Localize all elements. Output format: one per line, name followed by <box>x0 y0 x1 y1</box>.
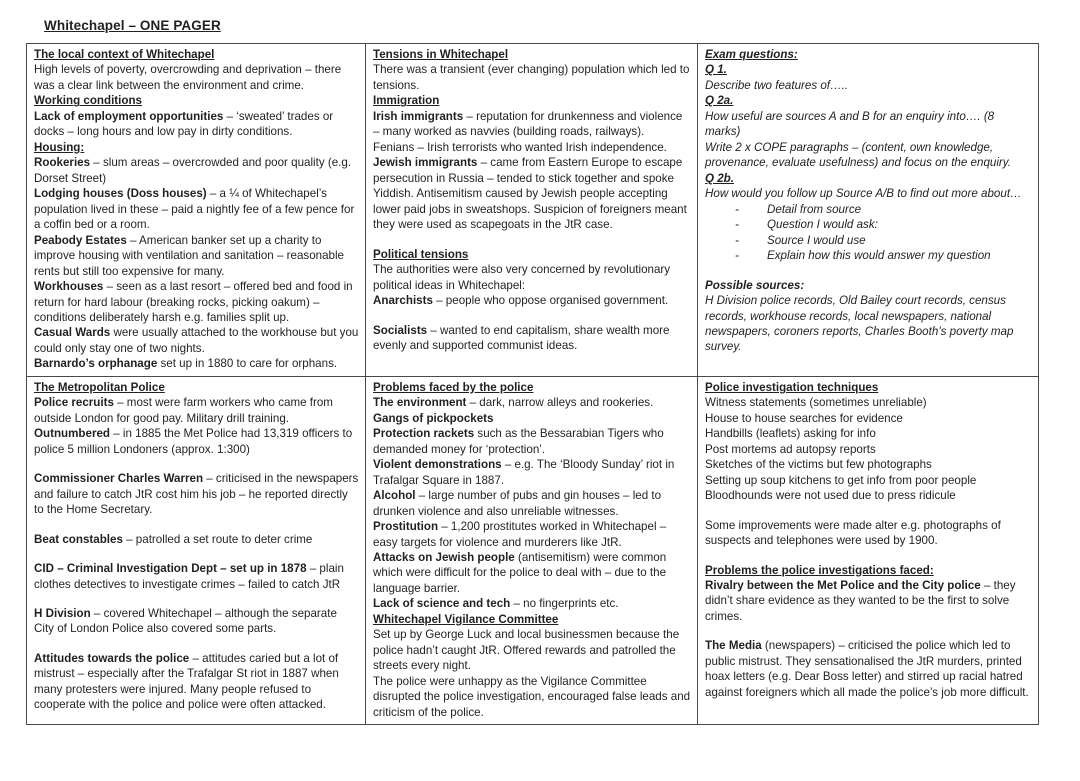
term-lodging-houses: Lodging houses (Doss houses) <box>34 187 207 201</box>
spacer <box>705 264 1032 278</box>
term-casual-wards: Casual Wards <box>34 326 111 340</box>
spacer <box>373 309 691 323</box>
text-political-intro: The authorities were also very concerned by revolutionary political ideas in Whitechapel: <box>373 263 671 292</box>
desc-h-division: – covered Whitechapel – although the separate City of London Police also covered some parts. <box>34 607 337 636</box>
technique-item: Sketches of the victims but few photographs <box>705 458 932 472</box>
term-workhouses: Workhouses <box>34 280 104 294</box>
spacer <box>34 592 359 606</box>
term-charles-warren: Commissioner Charles Warren <box>34 472 204 486</box>
term-rookeries: Rookeries <box>34 156 91 170</box>
label-q1: Q 1. <box>705 63 727 77</box>
text-improvements: Some improvements were made alter e.g. photographs of suspects and telephones were used by 1900. <box>705 518 1001 548</box>
entry-cid <box>34 561 359 592</box>
entry-socialists <box>373 323 691 354</box>
entry-peabody-estates <box>34 233 359 279</box>
cell-metropolitan-police <box>27 376 366 724</box>
desc-attacks-jewish: (antisemitism) were common which were difficult for the police to deal with – due to the language barrier. <box>373 551 667 595</box>
entry-beat-constables <box>34 532 359 547</box>
text-q1: Describe two features of….. <box>705 78 849 92</box>
entry-prostitution <box>373 519 691 550</box>
technique-item: Handbills (leaflets) asking for info <box>705 427 876 441</box>
heading-problems-faced: Problems faced by the police <box>373 380 534 394</box>
entry-violent-demonstrations <box>373 457 691 488</box>
entry-attitudes <box>34 651 359 713</box>
heading-metropolitan-police: The Metropolitan Police <box>34 380 165 394</box>
list-item: - Source I would use <box>735 233 1032 248</box>
technique-item: House to house searches for evidence <box>705 411 903 425</box>
heading-possible-sources: Possible sources: <box>705 278 805 292</box>
spacer <box>373 233 691 247</box>
technique-item: Witness statements (sometimes unreliable) <box>705 396 927 410</box>
heading-tensions: Tensions in Whitechapel <box>373 48 509 61</box>
term-outnumbered: Outnumbered <box>34 427 111 441</box>
desc-lodging-houses: – a ¼ of Whitechapel’s population lived in these – paid a nightly fee of a few pence for a coffin bed or a room. <box>34 187 355 232</box>
spacer <box>705 624 1032 638</box>
desc-peabody-estates: – American banker set up a charity to improve housing with ventilation and sanitation – reasonable rents but still too expensive for many. <box>34 233 345 278</box>
entry-rookeries <box>34 155 359 186</box>
desc-attitudes: – attitudes caried but a lot of mistrust – especially after the Trafalgar St riot in 1887 when many protesters were injured. Many people refused to cooperate with the police and police were often attacked. <box>34 651 339 712</box>
text-possible-sources: H Division police records, Old Bailey court records, census records, workhouse records, local newspapers, national newspapers, coroners reports, Charles Booth’s poverty map survey. <box>705 294 1014 354</box>
entry-rivalry <box>705 578 1032 624</box>
term-violent-demonstrations: Violent demonstrations <box>373 458 502 472</box>
desc-barnardos: set up in 1880 to care for orphans. <box>157 357 338 371</box>
entry-anarchists <box>373 293 691 308</box>
label-q2b: Q 2b. <box>705 171 734 185</box>
entry-charles-warren <box>34 471 359 517</box>
heading-exam-questions: Exam questions: <box>705 48 798 61</box>
list-item: - Question I would ask: <box>735 217 1032 232</box>
desc-workhouses: – seen as a last resort – offered bed and food in return for hard labour (breaking rocks, picking oakum) – conditions deliberately harsh e.g. families split up. <box>34 280 353 324</box>
desc-anarchists: – people who oppose organised government. <box>432 294 669 308</box>
list-item: - Explain how this would answer my question <box>735 248 1032 263</box>
label-q2a: Q 2a. <box>705 94 734 108</box>
heading-immigration: Immigration <box>373 94 440 108</box>
spacer <box>34 518 359 532</box>
spacer <box>34 457 359 471</box>
term-socialists: Socialists <box>373 323 428 337</box>
term-gangs-pickpockets: Gangs of pickpockets <box>373 411 494 425</box>
desc-beat-constables: – patrolled a set route to deter crime <box>122 532 313 546</box>
desc-prostitution: – 1,200 prostitutes worked in Whitechapel – easy targets for violence and murderers like JtR. <box>373 520 667 549</box>
term-beat-constables: Beat constables <box>34 532 123 546</box>
entry-protection-rackets <box>373 426 691 457</box>
term-alcohol: Alcohol <box>373 489 416 503</box>
page-title: Whitechapel – ONE PAGER <box>44 18 221 33</box>
one-pager-table <box>26 43 1039 725</box>
desc-police-recruits: – most were farm workers who came from outside London for good pay. Military drill training. <box>34 396 333 425</box>
desc-alcohol: – large number of pubs and gin houses – led to drunken violence and also unreliable witnesses. <box>373 489 662 518</box>
spacer <box>705 504 1032 518</box>
term-protection-rackets: Protection rackets <box>373 427 475 441</box>
document-page <box>0 18 1080 781</box>
table-row <box>27 44 1039 377</box>
desc-lack-science: – no fingerprints etc. <box>510 597 619 611</box>
entry-irish-immigrants <box>373 109 691 140</box>
heading-housing: Housing: <box>34 140 85 154</box>
term-cid: CID – Criminal Investigation Dept – set up in 1878 <box>34 562 307 576</box>
desc-environment: – dark, narrow alleys and rookeries. <box>466 396 654 410</box>
entry-media <box>705 638 1032 700</box>
text-vigilance-2: The police were unhappy as the Vigilance Committee disrupted the police investigation, encouraged false leads and criticism of the police. <box>373 674 691 719</box>
desc-jewish-immigrants: – came from Eastern Europe to escape persecution in Russia – tended to stick together and spoke Yiddish. Antisemitism caused by Jewish people accepting lower paid jobs in sweatshops. Suspicion of foreigners meant they were used as scapegoats in the JtR case. <box>373 156 687 232</box>
entry-lodging-houses <box>34 186 359 232</box>
heading-local-context: The local context of Whitechapel <box>34 48 215 61</box>
term-barnardos: Barnardo’s orphanage <box>34 357 158 371</box>
entry-jewish-immigrants <box>373 155 691 232</box>
cell-exam-questions <box>698 44 1039 377</box>
entry-environment <box>373 395 691 410</box>
entry-outnumbered <box>34 426 359 457</box>
cell-investigation-techniques <box>698 376 1039 724</box>
term-media: The Media <box>705 639 762 653</box>
spacer <box>34 547 359 561</box>
term-peabody-estates: Peabody Estates <box>34 233 127 247</box>
cell-problems-faced <box>366 376 698 724</box>
heading-problems-investigations: Problems the police investigations faced: <box>705 563 934 577</box>
heading-vigilance-committee: Whitechapel Vigilance Committee <box>373 612 559 626</box>
text-q2a: How useful are sources A and B for an enquiry into…. (8 marks) <box>705 109 995 139</box>
term-employment: Lack of employment opportunities <box>34 109 224 123</box>
cell-local-context <box>27 44 366 377</box>
entry-workhouses <box>34 279 359 325</box>
term-rivalry: Rivalry between the Met Police and the City police <box>705 579 981 592</box>
technique-item: Setting up soup kitchens to get info from poor people <box>705 473 977 487</box>
desc-outnumbered: – in 1885 the Met Police had 13,319 officers to police 5 million Londoners (approx. 1:300) <box>34 427 353 456</box>
desc-media: (newspapers) – criticised the police which led to public mistrust. They sensationalised the JtR murders, printed hoax letters (e.g. Dear Boss letter) and stirred up racial hatred against foreigners which all made the police’s job more difficult. <box>705 639 1029 699</box>
desc-employment: – ‘sweated’ trades or docks – long hours and low pay in dirty conditions. <box>34 109 334 139</box>
entry-lack-science <box>373 596 691 611</box>
text-q2b: How would you follow up Source A/B to find out more about… <box>705 187 1022 201</box>
entry-police-recruits <box>34 395 359 426</box>
cell-tensions <box>366 44 698 377</box>
term-jewish-immigrants: Jewish immigrants <box>373 156 478 170</box>
term-attacks-jewish: Attacks on Jewish people <box>373 551 515 564</box>
spacer <box>705 549 1032 563</box>
term-irish-immigrants: Irish immigrants <box>373 109 464 123</box>
term-police-recruits: Police recruits <box>34 396 114 410</box>
heading-investigation-techniques: Police investigation techniques <box>705 380 879 394</box>
text-vigilance-1: Set up by George Luck and local businessmen because the police hadn’t caught JtR. Offered rewards and patrolled the streets every night. <box>373 628 680 673</box>
term-h-division: H Division <box>34 607 91 620</box>
table-row <box>27 376 1039 724</box>
desc-socialists: – wanted to end capitalism, share wealth more evenly and supported communist ideas. <box>373 323 670 352</box>
desc-charles-warren: – criticised in the newspapers and failure to catch JtR cost him his job – he reported directly to the Home Secretary. <box>34 472 359 517</box>
entry-attacks-jewish <box>373 550 691 596</box>
text-tensions-intro: There was a transient (ever changing) population which led to tensions. <box>373 63 690 92</box>
entry-alcohol <box>373 488 691 519</box>
entry-casual-wards <box>34 325 359 356</box>
spacer <box>34 637 359 651</box>
term-lack-science: Lack of science and tech <box>373 597 511 611</box>
technique-item: Bloodhounds were not used due to press ridicule <box>705 489 956 503</box>
technique-item: Post mortems ad autopsy reports <box>705 442 876 456</box>
list-item: - Detail from source <box>735 202 1032 217</box>
entry-h-division <box>34 606 359 637</box>
desc-rookeries: – slum areas – overcrowded and poor quality (e.g. Dorset Street) <box>34 156 352 185</box>
desc-violent-demonstrations: – e.g. The ‘Bloody Sunday’ riot in Trafalgar Square in 1887. <box>373 458 675 487</box>
heading-working-conditions: Working conditions <box>34 94 142 108</box>
text-local-context-intro: High levels of poverty, overcrowding and deprivation – there was a clear link between the environment and crime. <box>34 63 342 92</box>
entry-employment <box>34 109 359 140</box>
desc-casual-wards: were usually attached to the workhouse but you could only stay one of two nights. <box>34 326 359 355</box>
entry-barnardos <box>34 356 359 371</box>
term-environment: The environment <box>373 396 467 410</box>
desc-cid: – plain clothes detectives to investigate crimes – failed to catch JtR <box>34 562 344 591</box>
text-fenians: Fenians – Irish terrorists who wanted Irish independence. <box>373 140 667 154</box>
heading-political-tensions: Political tensions <box>373 247 469 261</box>
desc-protection-rackets: such as the Bessarabian Tigers who demanded money for ‘protection’. <box>373 427 664 456</box>
desc-rivalry: – they didn’t share evidence as they wanted to be the first to solve crimes. <box>705 579 1016 623</box>
text-q2a-cope: Write 2 x COPE paragraphs – (content, own knowledge, provenance, evaluate usefulness) and focus on the enquiry. <box>705 140 1011 170</box>
term-anarchists: Anarchists <box>373 294 433 308</box>
list-q2b-steps <box>705 202 1032 264</box>
desc-irish-immigrants: – reputation for drunkenness and violence – many worked as navvies (building roads, railways). <box>373 109 683 139</box>
term-attitudes: Attitudes towards the police <box>34 651 190 665</box>
term-prostitution: Prostitution <box>373 520 439 534</box>
